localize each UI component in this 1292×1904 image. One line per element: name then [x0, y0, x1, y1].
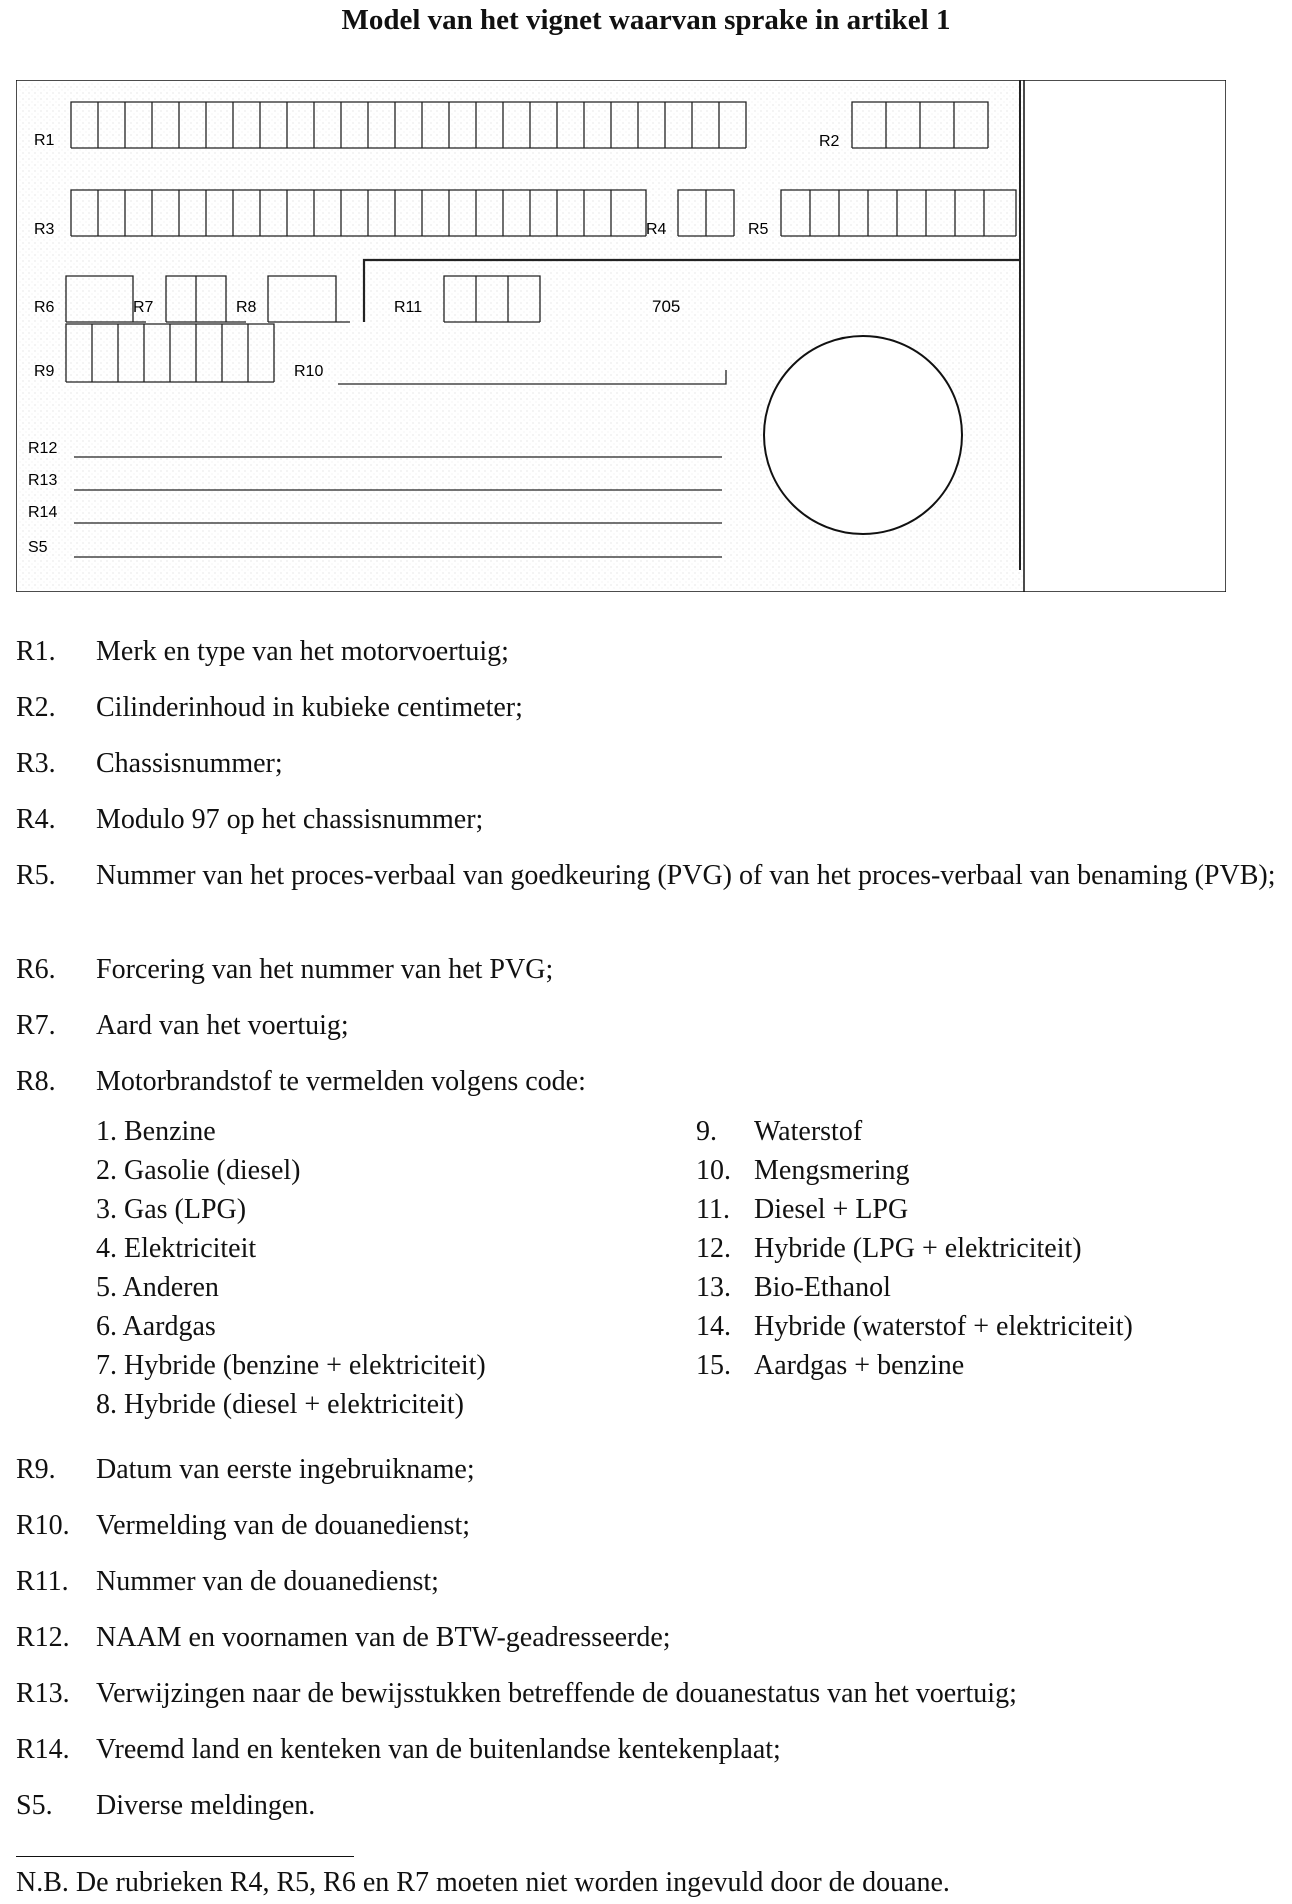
vignette-code: 705 — [652, 297, 681, 316]
legend-code: R7. — [16, 1010, 56, 1041]
fuel-code-number: 11. — [696, 1194, 730, 1225]
legend-code: R8. — [16, 1066, 56, 1097]
legend-text: Chassisnummer; — [96, 748, 283, 779]
fuel-code-name: Diesel + LPG — [754, 1194, 909, 1225]
legend-item-r13 — [16, 1676, 1276, 1712]
field-label-r1: R1 — [34, 132, 55, 149]
field-label-r8: R8 — [236, 299, 257, 316]
fuel-code-number: 7. — [96, 1350, 117, 1381]
fuel-code-item — [696, 1153, 910, 1189]
footnote-divider — [16, 1856, 354, 1857]
fuel-code-item — [96, 1270, 219, 1306]
fuel-code-name: Benzine — [124, 1116, 216, 1147]
fuel-code-item — [696, 1114, 862, 1150]
legend-item-r2 — [16, 690, 1276, 726]
page-title: Model van het vignet waarvan sprake in artikel 1 — [341, 4, 951, 36]
field-label-r10: R10 — [294, 363, 324, 380]
fuel-code-number: 13. — [696, 1272, 731, 1303]
legend-code: R5. — [16, 860, 56, 891]
legend-text: Merk en type van het motorvoertuig; — [96, 636, 509, 667]
fuel-code-item — [96, 1231, 256, 1267]
fuel-code-name: Hybride (benzine + elektriciteit) — [124, 1350, 486, 1381]
legend-text: Cilinderinhoud in kubieke centimeter; — [96, 692, 523, 723]
fuel-code-item — [96, 1387, 464, 1423]
fuel-code-item — [696, 1231, 1082, 1267]
field-label-r6: R6 — [34, 299, 55, 316]
legend-item-r1 — [16, 634, 1276, 670]
fuel-code-item — [96, 1153, 301, 1189]
legend-item-r9 — [16, 1452, 1276, 1488]
legend-item-r10 — [16, 1508, 1276, 1544]
fuel-code-number: 10. — [696, 1155, 731, 1186]
legend-code: R6. — [16, 954, 56, 985]
fuel-code-item — [696, 1348, 964, 1384]
fuel-code-item — [696, 1192, 908, 1228]
legend-item-r5 — [16, 858, 1276, 894]
legend-code: R1. — [16, 636, 56, 667]
fuel-code-number: 4. — [96, 1233, 117, 1264]
fuel-code-number: 12. — [696, 1233, 731, 1264]
legend-item-r6 — [16, 952, 1276, 988]
legend-code: R3. — [16, 748, 56, 779]
vignette-model — [16, 80, 1226, 592]
legend-item-r3 — [16, 746, 1276, 782]
legend-code: R9. — [16, 1454, 56, 1485]
fuel-code-item — [96, 1348, 486, 1384]
fuel-code-number: 9. — [696, 1116, 717, 1147]
legend-code: R11. — [16, 1566, 69, 1597]
fuel-code-number: 2. — [96, 1155, 117, 1186]
field-label-r13: R13 — [28, 472, 58, 489]
field-label-r9: R9 — [34, 363, 55, 380]
fuel-code-number: 15. — [696, 1350, 731, 1381]
legend-item-r14 — [16, 1732, 1276, 1768]
fuel-code-number: 14. — [696, 1311, 731, 1342]
fuel-code-name: Hybride (diesel + elektriciteit) — [124, 1389, 464, 1420]
fuel-code-name: Aardgas — [122, 1311, 216, 1342]
legend-code: R4. — [16, 804, 56, 835]
legend-text: Verwijzingen naar de bewijsstukken betreffende de douanestatus van het voertuig; — [96, 1678, 1017, 1709]
legend-code: R2. — [16, 692, 56, 723]
legend-code: R13. — [16, 1678, 70, 1709]
legend-code: R12. — [16, 1622, 70, 1653]
legend-item-s5 — [16, 1788, 1276, 1824]
field-label-r14: R14 — [28, 504, 58, 521]
legend-text: Motorbrandstof te vermelden volgens code: — [96, 1066, 586, 1097]
fuel-code-item — [96, 1309, 216, 1345]
field-label-r3: R3 — [34, 221, 55, 238]
field-label-r7: R7 — [133, 299, 154, 316]
field-label-s5: S5 — [28, 539, 48, 556]
legend-text: Vermelding van de douanedienst; — [96, 1510, 471, 1541]
legend-text: Datum van eerste ingebruikname; — [96, 1454, 475, 1485]
fuel-code-item — [696, 1309, 1133, 1345]
fuel-code-number: 8. — [96, 1389, 117, 1420]
legend-item-r11 — [16, 1564, 1276, 1600]
legend-code: S5. — [16, 1790, 53, 1821]
fuel-code-name: Bio-Ethanol — [754, 1272, 891, 1303]
fuel-code-item — [96, 1114, 216, 1150]
legend-text: Modulo 97 op het chassisnummer; — [96, 804, 484, 835]
fuel-code-item — [96, 1192, 246, 1228]
legend-code: R10. — [16, 1510, 70, 1541]
legend-item-r8 — [16, 1064, 1276, 1100]
fuel-code-name: Mengsmering — [754, 1155, 910, 1186]
fuel-code-name: Anderen — [122, 1272, 219, 1303]
fuel-code-number: 5. — [96, 1272, 117, 1303]
field-label-r5: R5 — [748, 221, 769, 238]
footnote: N.B. De rubrieken R4, R5, R6 en R7 moeten niet worden ingevuld door de douane. — [16, 1867, 950, 1898]
fuel-code-number: 6. — [96, 1311, 117, 1342]
legend-text: Diverse meldingen. — [96, 1790, 316, 1821]
fuel-code-name: Hybride (LPG + elektriciteit) — [754, 1233, 1082, 1264]
field-label-r2: R2 — [819, 133, 840, 150]
legend-text: Nummer van het proces-verbaal van goedkeuring (PVG) of van het proces-verbaal van benaming (PVB); — [96, 860, 1276, 891]
fuel-code-name: Waterstof — [754, 1116, 863, 1147]
legend-item-r12 — [16, 1620, 1276, 1656]
fuel-code-name: Elektriciteit — [124, 1233, 257, 1264]
fuel-code-name: Aardgas + benzine — [754, 1350, 965, 1381]
fuel-code-number: 3. — [96, 1194, 117, 1225]
stamp-circle — [764, 336, 962, 534]
fuel-code-number: 1. — [96, 1116, 117, 1147]
field-label-r12: R12 — [28, 440, 58, 457]
fuel-code-item — [696, 1270, 891, 1306]
fuel-code-name: Gasolie (diesel) — [124, 1155, 301, 1186]
legend-item-r4 — [16, 802, 1276, 838]
field-label-r11: R11 — [394, 299, 423, 316]
legend-text: Nummer van de douanedienst; — [96, 1566, 439, 1597]
legend-text: Forcering van het nummer van het PVG; — [96, 954, 554, 985]
field-label-r4: R4 — [646, 221, 667, 238]
fuel-code-name: Hybride (waterstof + elektriciteit) — [754, 1311, 1133, 1342]
fuel-code-name: Gas (LPG) — [124, 1194, 247, 1225]
legend-item-r7 — [16, 1008, 1276, 1044]
legend-text: Vreemd land en kenteken van de buitenlandse kentekenplaat; — [96, 1734, 781, 1765]
legend-text: Aard van het voertuig; — [96, 1010, 349, 1041]
legend-text: NAAM en voornamen van de BTW-geadresseerde; — [96, 1622, 671, 1653]
legend-code: R14. — [16, 1734, 70, 1765]
